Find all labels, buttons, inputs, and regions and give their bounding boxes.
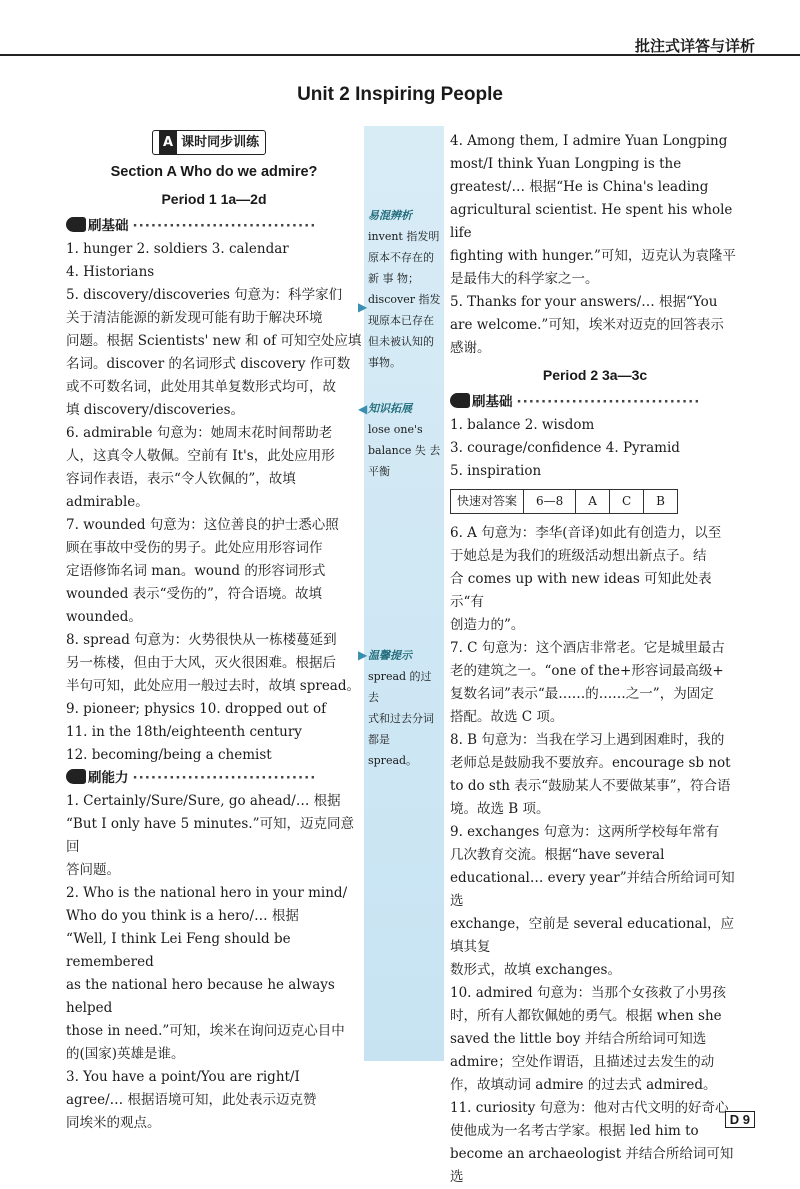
answer-line: 搭配。故选 C 项。	[450, 709, 564, 725]
answer-line: “But I only have 5 minutes.”可知，迈克同意回	[66, 816, 354, 855]
brush-icon	[66, 217, 86, 232]
ability-answers-continued	[450, 130, 740, 360]
side-note-extension	[368, 398, 442, 482]
answer-line: 时，所有人都钦佩她的勇气。根据 when she	[450, 1008, 722, 1024]
quick-answer-cell: 6—8	[524, 490, 576, 514]
answer-line: agricultural scientist. He spent his whole life	[450, 202, 733, 241]
answer-line: 8. B 句意为：当我在学习上遇到困难时，我的	[450, 732, 725, 748]
side-note-line: balance 失 去	[368, 444, 441, 457]
answer-line: 2. Who is the national hero in your mind/	[66, 885, 348, 901]
answer-line: 5. inspiration	[450, 463, 542, 479]
tag-label: 刷基础	[88, 218, 129, 234]
answer-line: 5. discovery/discoveries 句意为：科学家们	[66, 287, 343, 303]
answer-line: 几次教育交流。根据“have several	[450, 847, 665, 863]
answer-line: are welcome.”可知，埃米对迈克的回答表示	[450, 317, 724, 333]
answer-line: Who do you think is a hero/… 根据	[66, 908, 299, 924]
side-note-title: 温馨提示	[368, 649, 412, 662]
answer-line: wounded 表示“受伤的”，符合语境。故填	[66, 586, 322, 602]
badge-letter: A	[159, 131, 177, 154]
side-note-confusable	[368, 205, 442, 373]
answer-line: 12. becoming/being a chemist	[66, 747, 272, 763]
answer-line: wounded。	[66, 609, 142, 625]
answer-line: 是最伟大的科学家之一。	[450, 271, 599, 287]
tag-basic	[450, 391, 740, 414]
quick-answer-table	[450, 489, 678, 514]
explanations	[450, 522, 740, 1189]
answer-line: 3. courage/confidence 4. Pyramid	[450, 440, 680, 456]
tag-label: 刷能力	[88, 770, 129, 786]
quick-answer-cell: C	[609, 490, 643, 514]
answer-line: 容词作表语，表示“令人钦佩的”，故填	[66, 471, 296, 487]
period-title: Period 2 3a—3c	[542, 367, 648, 383]
answer-line: 关于清洁能源的新发现可能有助于解决环境	[66, 310, 323, 326]
side-note-line: 现原本已存在	[368, 314, 434, 327]
basic-answers	[66, 238, 362, 767]
left-column	[66, 130, 362, 1135]
answer-line: 老师总是鼓励我不要放弃。encourage sb not	[450, 755, 731, 771]
side-note-line: discover 指发	[368, 293, 441, 306]
answer-line: admirable。	[66, 494, 149, 510]
side-note-line: 但未被认知的	[368, 335, 434, 348]
answer-line: agree/… 根据语境可知，此处表示迈克赞	[66, 1092, 317, 1108]
answer-line: 4. Among them, I admire Yuan Longping	[450, 133, 728, 149]
answer-line: educational… every year”并结合所给词可知选	[450, 870, 735, 909]
quick-answer-label: 快速对答案	[451, 490, 524, 514]
answer-line: 答问题。	[66, 862, 120, 878]
answer-line: 3. You have a point/You are right/I	[66, 1069, 300, 1085]
answer-line: 11. curiosity 句意为：他对古代文明的好奇心	[450, 1100, 729, 1116]
section-badge	[66, 130, 362, 155]
side-note-line: 原本不存在的	[368, 251, 434, 264]
dotted-divider: ······························	[132, 770, 317, 786]
badge-text: 课时同步训练	[181, 135, 260, 150]
answer-line: 使他成为一名考古学家。根据 led him to	[450, 1123, 699, 1139]
answer-line: “Well, I think Lei Feng should be remembered	[66, 931, 291, 970]
answer-line: 6. admirable 句意为：她周末花时间帮助老	[66, 425, 333, 441]
answer-line: 合 comes up with new ideas 可知此处表示“有	[450, 571, 712, 610]
side-note-title: 知识拓展	[368, 402, 412, 415]
answer-line: 6. A 句意为：李华(音译)如此有创造力，以至	[450, 525, 722, 541]
side-note-line: spread 的过去	[368, 670, 432, 704]
answer-line: 的(国家)英雄是谁。	[66, 1046, 185, 1062]
right-column	[450, 130, 740, 1189]
tag-basic	[66, 215, 362, 238]
answer-line: 问题。根据 Scientists' new 和 of 可知空处应填	[66, 333, 362, 349]
answer-line: fighting with hunger.”可知，迈克认为袁隆平	[450, 248, 736, 264]
answer-line: 8. spread 句意为：火势很快从一栋楼蔓延到	[66, 632, 337, 648]
side-note-line: 新 事 物；	[368, 272, 419, 285]
answer-line: greatest/… 根据“He is China's leading	[450, 179, 709, 195]
answer-line: 4. Historians	[66, 264, 155, 280]
answer-line: 名词。discover 的名词形式 discovery 作可数	[66, 356, 351, 372]
side-note-title: 易混辨析	[368, 209, 412, 222]
answer-line: 1. Certainly/Sure/Sure, go ahead/… 根据	[66, 793, 341, 809]
answer-line: 7. C 句意为：这个酒店非常老。它是城里最古	[450, 640, 725, 656]
tag-label: 刷基础	[472, 394, 513, 410]
answer-line: 境。故选 B 项。	[450, 801, 550, 817]
pointer-arrow-icon: ◀	[358, 402, 368, 416]
answer-line: 作，故填动词 admire 的过去式 admired。	[450, 1077, 717, 1093]
unit-title: Unit 2 Inspiring People	[297, 84, 503, 105]
answer-line: 1. hunger 2. soldiers 3. calendar	[66, 241, 289, 257]
answer-line: 半句可知，此处应用一般过去时，故填 spread。	[66, 678, 360, 694]
answer-line: 创造力的”。	[450, 617, 525, 633]
page-header	[0, 0, 800, 60]
side-note-line: invent 指发明	[368, 230, 440, 243]
answer-line: 另一栋楼，但由于大风，灭火很困难。根据后	[66, 655, 336, 671]
answer-line: admire；空处作谓语，且描述过去发生的动	[450, 1054, 715, 1070]
side-note-line: 都是 spread。	[368, 733, 418, 767]
answer-line: 老的建筑之一。“one of the+形容词最高级+	[450, 663, 724, 679]
brush-icon	[450, 393, 470, 408]
period-title: Period 1 1a—2d	[161, 191, 267, 207]
answer-line: 同埃米的观点。	[66, 1115, 161, 1131]
answer-line: those in need.”可知，埃米在询问迈克心目中	[66, 1023, 345, 1039]
side-note-line: lose one's	[368, 423, 423, 436]
answer-line: 顾在事故中受伤的男子。此处应用形容词作	[66, 540, 323, 556]
page-number: D 9	[725, 1111, 755, 1128]
side-note-line: 式和过去分词	[368, 712, 434, 725]
side-note-line: 事物。	[368, 356, 401, 369]
answer-line: 1. balance 2. wisdom	[450, 417, 595, 433]
answer-line: 7. wounded 句意为：这位善良的护士悉心照	[66, 517, 339, 533]
answer-line: 11. in the 18th/eighteenth century	[66, 724, 302, 740]
answer-line: 复数名词”表示“最……的……之一”，为固定	[450, 686, 714, 702]
dotted-divider: ······························	[132, 218, 317, 234]
brush-icon	[66, 769, 86, 784]
header-rule	[0, 54, 800, 56]
answer-line: 填 discovery/discoveries。	[66, 402, 244, 418]
tag-ability	[66, 767, 362, 790]
header-title: 批注式详答与详析	[634, 37, 755, 55]
answer-line: 数形式，故填 exchanges。	[450, 962, 621, 978]
answer-line: 于她总是为我们的班级活动想出新点子。结	[450, 548, 707, 564]
basic-answers-2	[450, 414, 740, 483]
quick-answer-cell: B	[644, 490, 678, 514]
course-badge	[152, 130, 266, 155]
answer-line: 9. pioneer; physics 10. dropped out of	[66, 701, 327, 717]
section-title: Section A Who do we admire?	[110, 164, 318, 180]
quick-answer-cell: A	[576, 490, 610, 514]
side-note-tip	[368, 645, 442, 771]
answer-line: become an archaeologist 并结合所给词可知选	[450, 1146, 734, 1185]
answer-line: saved the little boy 并结合所给词可知选	[450, 1031, 707, 1047]
answer-line: to do sth 表示“鼓励某人不要做某事”，符合语	[450, 778, 731, 794]
dotted-divider: ······························	[516, 394, 701, 410]
ability-answers	[66, 790, 362, 1135]
pointer-arrow-icon: ▶	[358, 648, 368, 662]
answer-line: most/I think Yuan Longping is the	[450, 156, 682, 172]
side-note-line: 平衡	[368, 465, 390, 478]
answer-line: 定语修饰名词 man。wound 的形容词形式	[66, 563, 326, 579]
answer-line: 9. exchanges 句意为：这两所学校每年常有	[450, 824, 720, 840]
answer-line: 感谢。	[450, 340, 491, 356]
answer-line: 5. Thanks for your answers/… 根据“You	[450, 294, 718, 310]
answer-line: as the national hero because he always helped	[66, 977, 335, 1016]
answer-line: 人，这真令人敬佩。空前有 It's，此处应用形	[66, 448, 335, 464]
answer-line: 10. admired 句意为：当那个女孩救了小男孩	[450, 985, 726, 1001]
answer-line: exchange，空前是 several educational，应填其复	[450, 916, 735, 955]
answer-line: 或不可数名词，此处用其单复数形式均可，故	[66, 379, 336, 395]
pointer-arrow-icon: ▶	[358, 300, 368, 314]
